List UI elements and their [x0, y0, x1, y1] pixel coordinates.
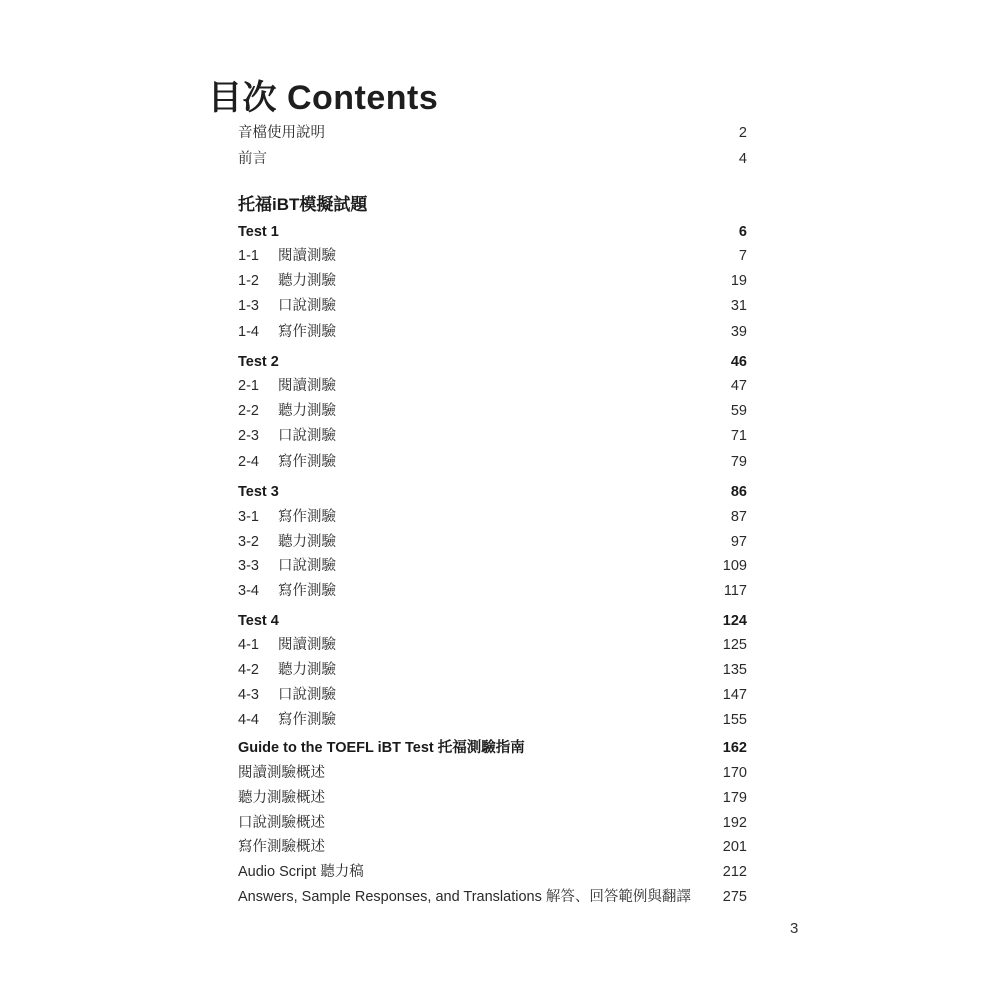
- toc-item-number: 1-2: [238, 273, 259, 289]
- toc-row: [238, 685, 747, 705]
- toc-guide-heading: [238, 738, 747, 758]
- toc-page-number: 179: [722, 790, 747, 806]
- toc-label: 閱讀測驗: [278, 378, 336, 394]
- toc-row: [238, 788, 747, 808]
- toc-row-intro: [238, 123, 747, 143]
- toc-page-number: 162: [722, 740, 747, 756]
- toc-page-number: 6: [738, 224, 747, 240]
- page-title: 目次 Contents: [208, 79, 439, 117]
- toc-page-number: 192: [722, 815, 747, 831]
- toc-page-number: 47: [730, 378, 747, 394]
- toc-label: 寫作測驗: [278, 509, 336, 525]
- toc-row: [238, 813, 747, 833]
- toc-row: [238, 296, 747, 316]
- toc-page-number: 109: [722, 558, 747, 574]
- toc-item-number: 4-1: [238, 637, 259, 653]
- toc-page-number: 124: [722, 613, 747, 629]
- toc-label: 口說測驗概述: [238, 815, 325, 831]
- section-title: 托福iBT模擬試題: [238, 195, 368, 214]
- test-name: Test 4: [238, 613, 279, 629]
- toc-item-number: 4-2: [238, 662, 259, 678]
- toc-row: [238, 246, 747, 266]
- toc-label: 閱讀測驗概述: [238, 765, 325, 781]
- toc-row: [238, 556, 747, 576]
- toc-row: [238, 322, 747, 342]
- toc-label: 聽力測驗: [278, 403, 336, 419]
- toc-page-number: 4: [738, 151, 747, 167]
- test-name: Test 1: [238, 224, 279, 240]
- toc-row: [238, 710, 747, 730]
- toc-item-number: 2-2: [238, 403, 259, 419]
- toc-item-number: 4-3: [238, 687, 259, 703]
- test-name: Test 2: [238, 354, 279, 370]
- toc-row: [238, 635, 747, 655]
- toc-label: 聽力測驗: [278, 534, 336, 550]
- toc-row: [238, 271, 747, 291]
- toc-item-number: 2-4: [238, 454, 259, 470]
- toc-page-number: 125: [722, 637, 747, 653]
- toc-label: 寫作測驗: [278, 712, 336, 728]
- toc-page-number: 2: [738, 125, 747, 141]
- toc-row: [238, 426, 747, 446]
- toc-label: Audio Script 聽力稿: [238, 864, 364, 880]
- toc-page-number: 79: [730, 454, 747, 470]
- toc-label: 寫作測驗: [278, 324, 336, 340]
- toc-row: [238, 837, 747, 857]
- toc-item-number: 2-3: [238, 428, 259, 444]
- toc-item-number: 1-1: [238, 248, 259, 264]
- toc-page-number: 39: [730, 324, 747, 340]
- toc-page-number: 7: [738, 248, 747, 264]
- toc-page-number: 71: [730, 428, 747, 444]
- toc-page-number: 135: [722, 662, 747, 678]
- toc-label: 閱讀測驗: [278, 637, 336, 653]
- toc-row: [238, 862, 747, 882]
- toc-page-number: 87: [730, 509, 747, 525]
- toc-item-number: 1-3: [238, 298, 259, 314]
- toc-page-number: 31: [730, 298, 747, 314]
- toc-page-number: 117: [723, 583, 747, 599]
- toc-row: [238, 887, 747, 907]
- toc-item-number: 4-4: [238, 712, 259, 728]
- toc-label: Answers, Sample Responses, and Translations 解答、回答範例與翻譯: [238, 889, 691, 905]
- toc-test-heading: [238, 222, 747, 242]
- toc-label: 聽力測驗概述: [238, 790, 325, 806]
- toc-row: [238, 401, 747, 421]
- toc-label: 口說測驗: [278, 298, 336, 314]
- toc-item-number: 3-4: [238, 583, 259, 599]
- toc-row: [238, 763, 747, 783]
- toc-label: 音檔使用說明: [238, 125, 325, 141]
- toc-page-number: 147: [722, 687, 747, 703]
- toc-page-number: 46: [730, 354, 747, 370]
- toc-label: 聽力測驗: [278, 662, 336, 678]
- toc-item-number: 3-2: [238, 534, 259, 550]
- toc-label: 閱讀測驗: [278, 248, 336, 264]
- toc-label: 口說測驗: [278, 558, 336, 574]
- toc-page-number: 275: [722, 889, 747, 905]
- toc-label: 寫作測驗: [278, 583, 336, 599]
- toc-label: 前言: [238, 151, 267, 167]
- toc-row-intro: [238, 149, 747, 169]
- toc-test-heading: [238, 482, 747, 502]
- toc-label: 寫作測驗: [278, 454, 336, 470]
- toc-page-number: 170: [722, 765, 747, 781]
- toc-row: [238, 532, 747, 552]
- test-name: Test 3: [238, 484, 279, 500]
- toc-test-heading: [238, 611, 747, 631]
- toc-item-number: 2-1: [238, 378, 259, 394]
- toc-item-number: 1-4: [238, 324, 259, 340]
- toc-label: 口說測驗: [278, 687, 336, 703]
- guide-label: Guide to the TOEFL iBT Test 托福測驗指南: [238, 740, 525, 756]
- toc-label: 口說測驗: [278, 428, 336, 444]
- toc-page-number: 212: [722, 864, 747, 880]
- toc-label: 聽力測驗: [278, 273, 336, 289]
- toc-row: [238, 376, 747, 396]
- toc-row: [238, 452, 747, 472]
- toc-page-number: 201: [722, 839, 747, 855]
- toc-page-number: 59: [730, 403, 747, 419]
- page-folio-number: 3: [790, 920, 799, 937]
- toc-item-number: 3-1: [238, 509, 259, 525]
- toc-row: [238, 660, 747, 680]
- toc-label: 寫作測驗概述: [238, 839, 325, 855]
- toc-row: [238, 581, 747, 601]
- toc-page-number: 86: [730, 484, 747, 500]
- toc-page-number: 155: [722, 712, 747, 728]
- toc-page-number: 19: [730, 273, 747, 289]
- toc-item-number: 3-3: [238, 558, 259, 574]
- toc-page-number: 97: [730, 534, 747, 550]
- toc-test-heading: [238, 352, 747, 372]
- toc-row: [238, 507, 747, 527]
